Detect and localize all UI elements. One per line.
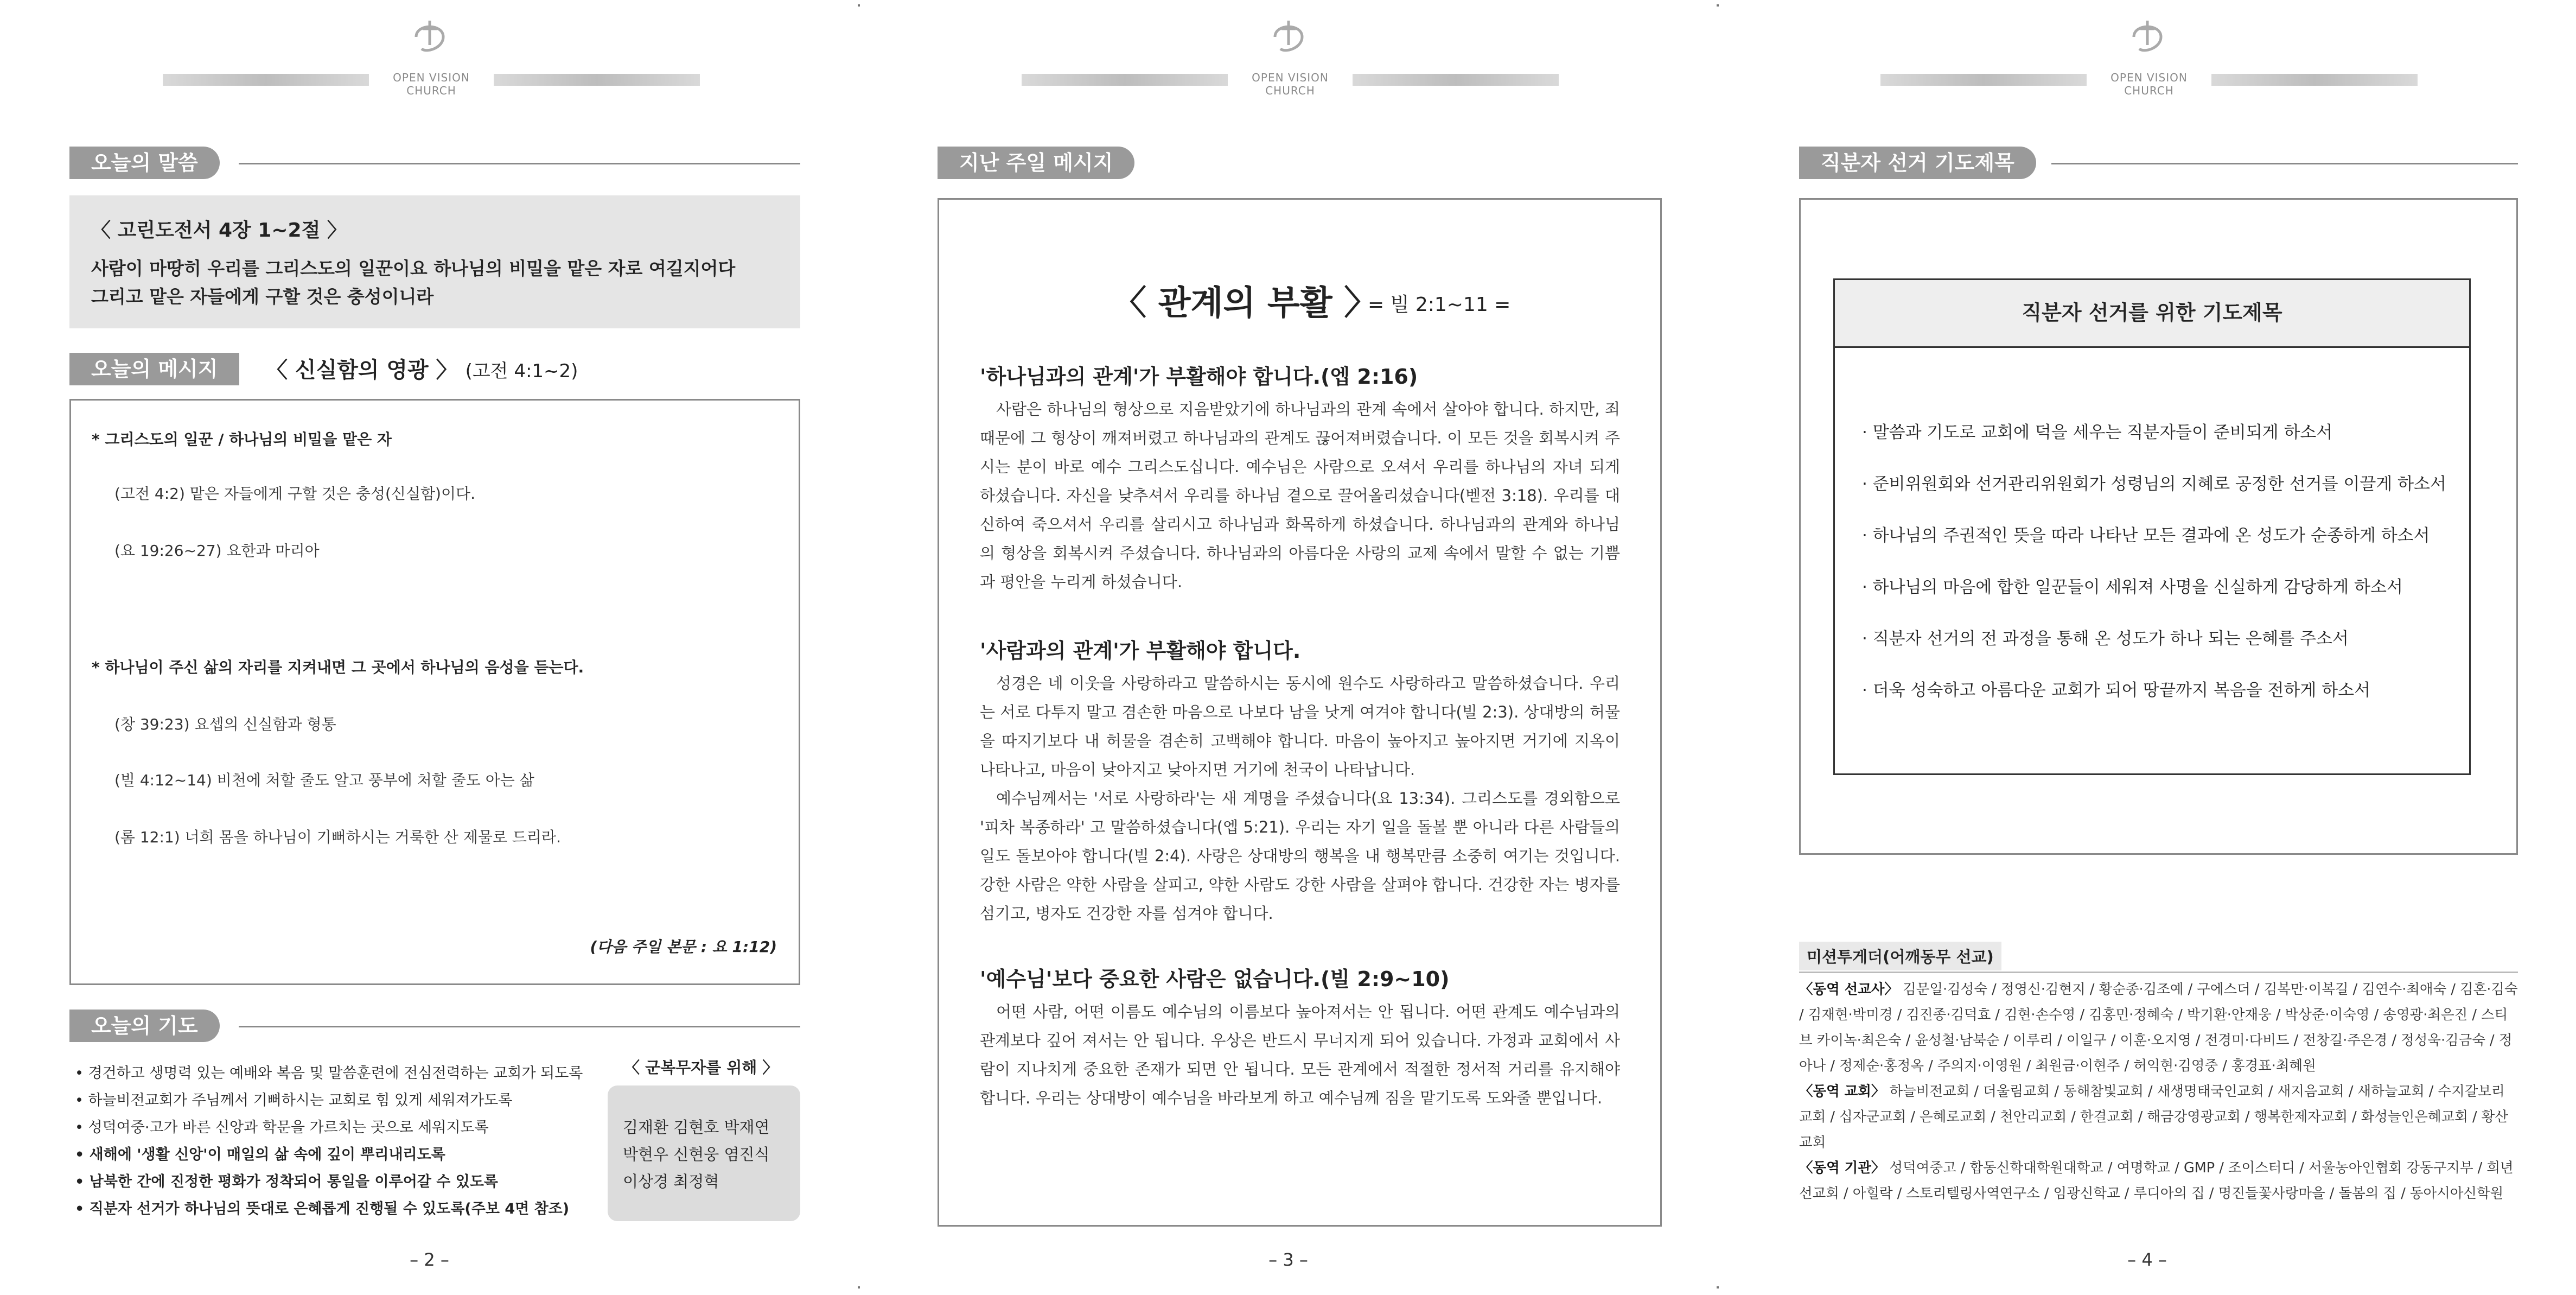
sermon-box: [938, 198, 1662, 1227]
fold-mark: [858, 1286, 860, 1288]
election-prayer-item: · 직분자 선거의 전 과정을 통해 온 성도가 하나 되는 은혜를 주소서: [1862, 629, 2349, 649]
header-bar-right: [2211, 74, 2418, 86]
church-name: OPEN VISION CHURCH: [2110, 71, 2188, 97]
election-box-title: 직분자 선거를 위한 기도제목: [1835, 280, 2469, 348]
election-prayer-item: · 더욱 성숙하고 아름다운 교회가 되어 땅끝까지 복음을 전하게 하소서: [1862, 681, 2371, 700]
todays-prayer-tag: 오늘의 기도: [69, 1010, 220, 1042]
section-heading: '예수님'보다 중요한 사람은 없습니다.(빌 2:9~10): [980, 967, 1450, 991]
message-outline-box: [69, 399, 800, 985]
church-logo-icon: [1264, 15, 1313, 59]
verse-box: [69, 195, 800, 328]
election-prayer-item: · 하나님의 마음에 합한 일꾼들이 세워져 사명을 신실하게 감당하게 하소서: [1862, 577, 2403, 597]
outline-sub-item: (창 39:23) 요셉의 신실함과 형통: [114, 715, 336, 733]
prayer-item: • 하늘비전교회가 주님께서 기뻐하시는 교회로 힘 있게 세워져가도록: [75, 1092, 513, 1109]
mission-names: 성덕여중고 / 합동신학대학원대학교 / 여명학교 / GMP / 조이스터디 / 서울농아인협회 강동구지부 / 희년선교회 / 아힐락 / 스토리텔링사역연구소 / 임광신학교 / 루디아의 집 / 명진들꽃사랑마을 / 돌봄의 집 / 동아시아신학원: [1799, 1160, 2514, 1202]
mission-label: 〈동역 교회〉: [1799, 1083, 1885, 1100]
military-names-row: 박현우 신현웅 염진식: [623, 1145, 770, 1164]
election-inner-box: [1833, 278, 2471, 775]
message-title-text: 〈 신실함의 영광 〉: [266, 358, 458, 383]
page-number: – 2 –: [410, 1249, 449, 1270]
bulletin-page-4: [1718, 0, 2576, 1295]
prayer-item: • 직분자 선거가 하나님의 뜻대로 은혜롭게 진행될 수 있도록(주보 4면 참조): [75, 1201, 570, 1217]
military-names-row: 이상경 최정혁: [623, 1172, 719, 1191]
page-number: – 3 –: [1268, 1249, 1308, 1270]
outline-point-1: * 그리스도의 일꾼 / 하나님의 비밀을 맡은 자: [92, 430, 392, 448]
prayer-item: • 성덕여중·고가 바른 신앙과 학문을 가르치는 곳으로 세워지도록: [75, 1119, 489, 1136]
military-panel-heading: 〈 군복무자를 위해 〉: [624, 1058, 779, 1077]
election-prayer-tag: 직분자 선거 기도제목: [1799, 147, 2036, 179]
section-body: 사람은 하나님의 형상으로 지음받았기에 하나님과의 관계 속에서 살아야 합니다. 하지만, 죄 때문에 그 형상이 깨져버렸고 하나님과의 관계도 끊어져버렸습니다. 이 모든 것을 회복시켜 주시는 분이 바로 예수 그리스도십니다. 예수님은 사람으로 오셔서 우리를 하나님의 자녀 되게 하셨습니다. 자신을 낮추셔서 우리를 하나님 곁으로 끌어올리셨습니다(벧전 3:18). 우리를 대신하여 죽으셔서 우리를 살리시고 하나님과 화목하게 하셨습니다. 하나님과의 관계와 하나님의 형상을 회복시켜 주셨습니다. 하나님과의 아름다운 사랑의 교제 속에서 말할 수 없는 기쁨과 평안을 누리게 하셨습니다.: [980, 400, 1620, 591]
election-prayer-item: · 준비위원회와 선거관리위원회가 성령님의 지혜로 공정한 선거를 이끌게 하소서: [1862, 474, 2446, 494]
election-outer-box: [1799, 198, 2518, 855]
mission-names: 하늘비전교회 / 더울림교회 / 동해참빛교회 / 새생명태국인교회 / 새지음교회 / 새하늘교회 / 수지갈보리교회 / 십자군교회 / 은혜로교회 / 천안리교회 / 한결교회 / 해금강영광교회 / 행복한제자교회 / 화성늘인은혜교회 / 황산교회: [1799, 1083, 2508, 1151]
todays-message-tag: 오늘의 메시지: [69, 353, 239, 385]
mission-label: 〈동역 선교사〉: [1799, 981, 1899, 998]
mission-names: 김문일·김성숙 / 정영신·김현지 / 황순종·김조예 / 구에스더 / 김복만·이복길 / 김연수·최애숙 / 김혼·김숙 / 김재현·박미경 / 김진종·김덕효 / 김현·손수영 / 김홍민·정혜숙 / 박기환·안재웅 / 박상준·이숙영 / 송영광·최은진 / 스티브 카이녹·최은숙 / 윤성철·남북순 / 이루리 / 이일구 / 이훈·오지영 / 전경미·다비드 / 전창길·주은경 / 정성욱·김금숙 / 정아나 / 정제순·홍정옥 / 주의지·이영원 / 최원금·이현주 / 허익현·김영중 / 홍경표·최혜원: [1799, 981, 2518, 1074]
tag-underline: [2051, 163, 2518, 164]
fold-mark: [1717, 4, 1719, 7]
outline-sub-item: (요 19:26~27) 요한과 마리아: [114, 542, 320, 560]
header-bar-right: [494, 74, 700, 86]
header-bar-left: [1880, 74, 2087, 86]
mission-line-missionaries: [1799, 977, 2518, 1079]
prayer-item: • 새해에 '생활 신앙'이 매일의 삶 속에 깊이 뿌리내리도록: [75, 1146, 445, 1163]
todays-word-tag: 오늘의 말씀: [69, 147, 220, 179]
election-prayer-item: · 하나님의 주권적인 뜻을 따라 나타난 모든 결과에 온 성도가 순종하게 하소서: [1862, 526, 2430, 545]
mission-line-institutions: [1799, 1156, 2518, 1207]
section-body: 예수님께서는 '서로 사랑하라'는 새 계명을 주셨습니다(요 13:34). 그리스도를 경외함으로 '피차 복종하라' 고 말씀하셨습니다(엡 5:21). 우리는 자기 일을 돌볼 뿐 아니라 다른 사람들의 일도 돌보아야 합니다(빌 2:4). 사랑은 상대방의 행복을 내 행복만큼 소중히 여기는 것입니다. 강한 사람은 약한 사람을 살피고, 약한 사람도 강한 사람을 살펴야 합니다. 건강한 자는 병자를 섬기고, 병자도 건강한 자를 섬겨야 합니다.: [980, 789, 1620, 923]
military-names-panel: [608, 1085, 800, 1221]
outline-sub-item: (빌 4:12~14) 비천에 처할 줄도 알고 풍부에 처할 줄도 아는 삶: [114, 771, 534, 789]
section-body: 어떤 사람, 어떤 이름도 예수님의 이름보다 높아져서는 안 됩니다. 어떤 관계도 예수님과의 관계보다 깊어 져서는 안 됩니다. 우상은 반드시 무너지게 되어 있습니다. 가정과 교회에서 사람이 지나치게 중요한 존재가 되면 안 됩니다. 모든 관계에서 적절한 정서적 거리를 유지해야 합니다. 우리는 상대방이 예수님을 바라보게 하고 예수님께 짐을 맡기도록 도와줄 뿐입니다.: [980, 1002, 1620, 1107]
church-name: OPEN VISION CHURCH: [1252, 71, 1329, 97]
election-prayer-item: · 말씀과 기도로 교회에 덕을 세우는 직분자들이 준비되게 하소서: [1862, 423, 2333, 442]
fold-mark: [858, 4, 860, 7]
tag-underline: [239, 163, 800, 164]
fold-mark: [1717, 1286, 1719, 1288]
message-title: [266, 353, 578, 384]
mission-together-tag: 미션투게더(어깨동무 선교): [1799, 942, 2001, 970]
verse-line-1: 사람이 마땅히 우리를 그리스도의 일꾼이요 하나님의 비밀을 맡은 자로 여길지어다: [91, 258, 736, 279]
page-header: [859, 15, 1718, 97]
sermon-title: 〈 관계의 부활 〉: [1113, 283, 1378, 322]
outline-sub-item: (고전 4:2) 맡은 자들에게 구할 것은 충성(신실함)이다.: [114, 485, 475, 503]
header-bar-left: [1022, 74, 1228, 86]
mission-partner-list: [1799, 977, 2518, 1207]
church-logo-icon: [2123, 15, 2172, 59]
section-body: 성경은 네 이웃을 사랑하라고 말씀하시는 동시에 원수도 사랑하라고 말씀하셨습니다. 우리는 서로 다투지 말고 겸손한 마음으로 나보다 남을 낫게 여겨야 합니다(빌 2:3). 상대방의 허물을 따지기보다 내 허물을 겸손히 고백해야 합니다. 마음이 높아지고 높아지면 거기에 지옥이 나타나고, 마음이 낮아지고 낮아지면 거기에 천국이 나타납니다.: [980, 674, 1620, 779]
church-logo-icon: [405, 15, 454, 59]
page-header: [0, 15, 859, 97]
last-sermon-tag: 지난 주일 메시지: [938, 147, 1134, 179]
message-title-ref: (고전 4:1~2): [465, 360, 578, 382]
verse-reference: 〈 고린도전서 4장 1~2절 〉: [91, 219, 347, 242]
bulletin-page-2: [0, 0, 859, 1295]
section-heading: '하나님과의 관계'가 부활해야 합니다.(엡 2:16): [980, 365, 1418, 389]
verse-line-2: 그리고 맡은 자들에게 구할 것은 충성이니라: [91, 286, 434, 307]
prayer-item: • 경건하고 생명력 있는 예배와 복음 및 말씀훈련에 전심전력하는 교회가 되도록: [75, 1065, 583, 1082]
sermon-reference: = 빌 2:1~11 =: [1368, 294, 1511, 316]
header-bar-left: [163, 74, 369, 86]
next-week-passage: (다음 주일 본문 : 요 1:12): [590, 938, 777, 956]
page-number: – 4 –: [2127, 1249, 2167, 1270]
outline-point-2: * 하나님이 주신 삶의 자리를 지켜내면 그 곳에서 하나님의 음성을 듣는다.: [92, 658, 584, 676]
bulletin-page-3: [859, 0, 1718, 1295]
page-header: [1718, 15, 2576, 97]
prayer-item: • 남북한 간에 진정한 평화가 정착되어 통일을 이루어갈 수 있도록: [75, 1173, 498, 1190]
header-bar-right: [1353, 74, 1559, 86]
tag-underline: [239, 1026, 800, 1027]
section-heading: '사람과의 관계'가 부활해야 합니다.: [980, 639, 1301, 663]
church-name: OPEN VISION CHURCH: [393, 71, 470, 97]
military-names-row: 김재환 김현호 박재연: [623, 1118, 770, 1137]
mission-label: 〈동역 기관〉: [1799, 1160, 1885, 1176]
mission-divider: [1799, 972, 2518, 973]
mission-line-churches: [1799, 1079, 2518, 1156]
outline-sub-item: (롬 12:1) 너희 몸을 하나님이 기뻐하시는 거룩한 산 제물로 드리라.: [114, 828, 561, 846]
